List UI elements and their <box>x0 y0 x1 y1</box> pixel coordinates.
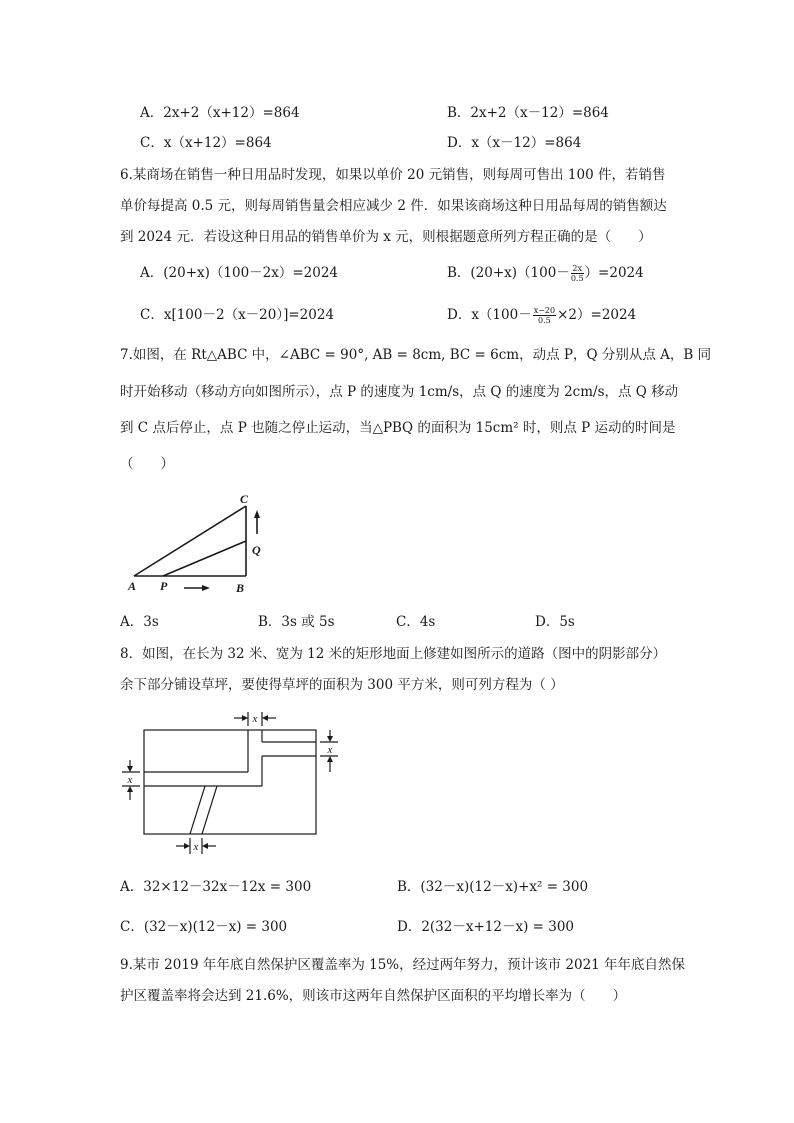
q8-stem-line1: 8．如图，在长为 32 米、宽为 12 米的矩形地面上修建如图所示的道路（图中的阴影部分） <box>120 646 667 662</box>
label-x-right: x <box>327 744 333 756</box>
q5-option-a: A．2x+2（x+12）=864 <box>140 105 300 121</box>
q-arrowhead <box>254 510 260 518</box>
q6-stem-line1: 6.某商场在销售一种日用品时发现，如果以单价 20 元销售，则每周可售出 100 件，若销售 <box>120 167 666 183</box>
q6-option-b <box>447 264 644 283</box>
label-b: B <box>236 581 245 595</box>
q6-option-d-numerator: x−20 <box>533 306 556 315</box>
segment-pq <box>163 541 246 576</box>
q8-option-c: C．(32－x)(12－x) = 300 <box>120 919 288 935</box>
q7-stem-line4: （ ） <box>120 456 174 472</box>
q6-option-b-denominator: 0.5 <box>570 274 584 283</box>
outer-rectangle <box>144 730 316 834</box>
q5-option-c: C．x（x+12）=864 <box>140 135 272 151</box>
q7-option-c: C．4s <box>396 614 436 630</box>
q6-stem-line3: 到 2024 元．若设这种日用品的销售单价为 x 元，则根据题意所列方程正确的是（ ） <box>120 229 652 245</box>
q6-option-d-suffix: ×2）=2024 <box>557 307 637 323</box>
q6-option-b-prefix: B．(20+x)（100－ <box>447 265 570 281</box>
road-edge <box>190 786 205 834</box>
q7-option-a: A．3s <box>120 614 159 630</box>
label-q: Q <box>252 543 261 557</box>
label-x-top: x <box>252 713 258 725</box>
q8-road-figure <box>112 702 348 862</box>
q7-stem-line2: 时开始移动（移动方向如图所示），点 P 的速度为 1cm/s，点 Q 的速度为 2cm/s，点 Q 移动 <box>120 384 679 400</box>
q6-option-d-denominator: 0.5 <box>538 316 551 325</box>
q6-stem-line2: 单价每提高 0.5 元，则每周销售量会相应减少 2 件．如果该商场这种日用品每周的销售额达 <box>120 198 667 214</box>
segment-ac <box>134 506 246 576</box>
q7-stem-line3: 到 C 点后停止，点 P 也随之停止运动，当△PBQ 的面积为 15cm² 时，则点 P 运动的时间是 <box>120 420 676 436</box>
p-arrowhead <box>202 585 210 591</box>
label-c: C <box>240 492 249 506</box>
q8-option-a: A．32×12－32x－12x = 300 <box>120 879 312 895</box>
q6-option-b-numerator: 2x <box>572 264 582 273</box>
q7-stem-line1: 7.如图，在 Rt△ABC 中，∠ABC = 90°, AB = 8cm, BC = 6cm，动点 P，Q 分别从点 A，B 同 <box>120 347 712 363</box>
q6-option-d-prefix: D．x（100－ <box>447 307 532 323</box>
q9-stem-line1: 9.某市 2019 年年底自然保护区覆盖率为 15%，经过两年努力，预计该市 2021 年年底自然保 <box>120 957 686 973</box>
q7-triangle-figure <box>118 488 278 596</box>
road-edge <box>202 786 217 834</box>
q8-option-d: D．2(32－x+12－x) = 300 <box>397 919 575 935</box>
label-a: A <box>128 579 137 593</box>
q6-option-b-suffix: ）=2024 <box>584 265 644 281</box>
q7-option-d: D．5s <box>535 614 575 630</box>
label-x-left: x <box>127 774 133 786</box>
q7-option-b: B．3s 或 5s <box>258 614 335 630</box>
q6-option-a: A．(20+x)（100－2x）=2024 <box>140 265 339 281</box>
q5-option-b: B．2x+2（x－12）=864 <box>447 105 609 121</box>
q5-option-d: D．x（x－12）=864 <box>447 135 582 151</box>
q8-stem-line2: 余下部分铺设草坪，要使得草坪的面积为 300 平方米，则可列方程为（ ） <box>120 677 564 693</box>
label-p: P <box>160 579 168 593</box>
q8-option-b: B．(32－x)(12－x)+x² = 300 <box>397 879 589 895</box>
q6-option-c: C．x[100－2（x－20）]=2024 <box>140 307 335 323</box>
q6-option-d <box>447 306 636 325</box>
q6-option-d-fraction <box>533 306 556 325</box>
q6-option-b-fraction <box>571 264 584 283</box>
label-x-bottom: x <box>193 841 199 853</box>
q9-stem-line2: 护区覆盖率将会达到 21.6%，则该市这两年自然保护区面积的平均增长率为（ ） <box>120 988 627 1004</box>
